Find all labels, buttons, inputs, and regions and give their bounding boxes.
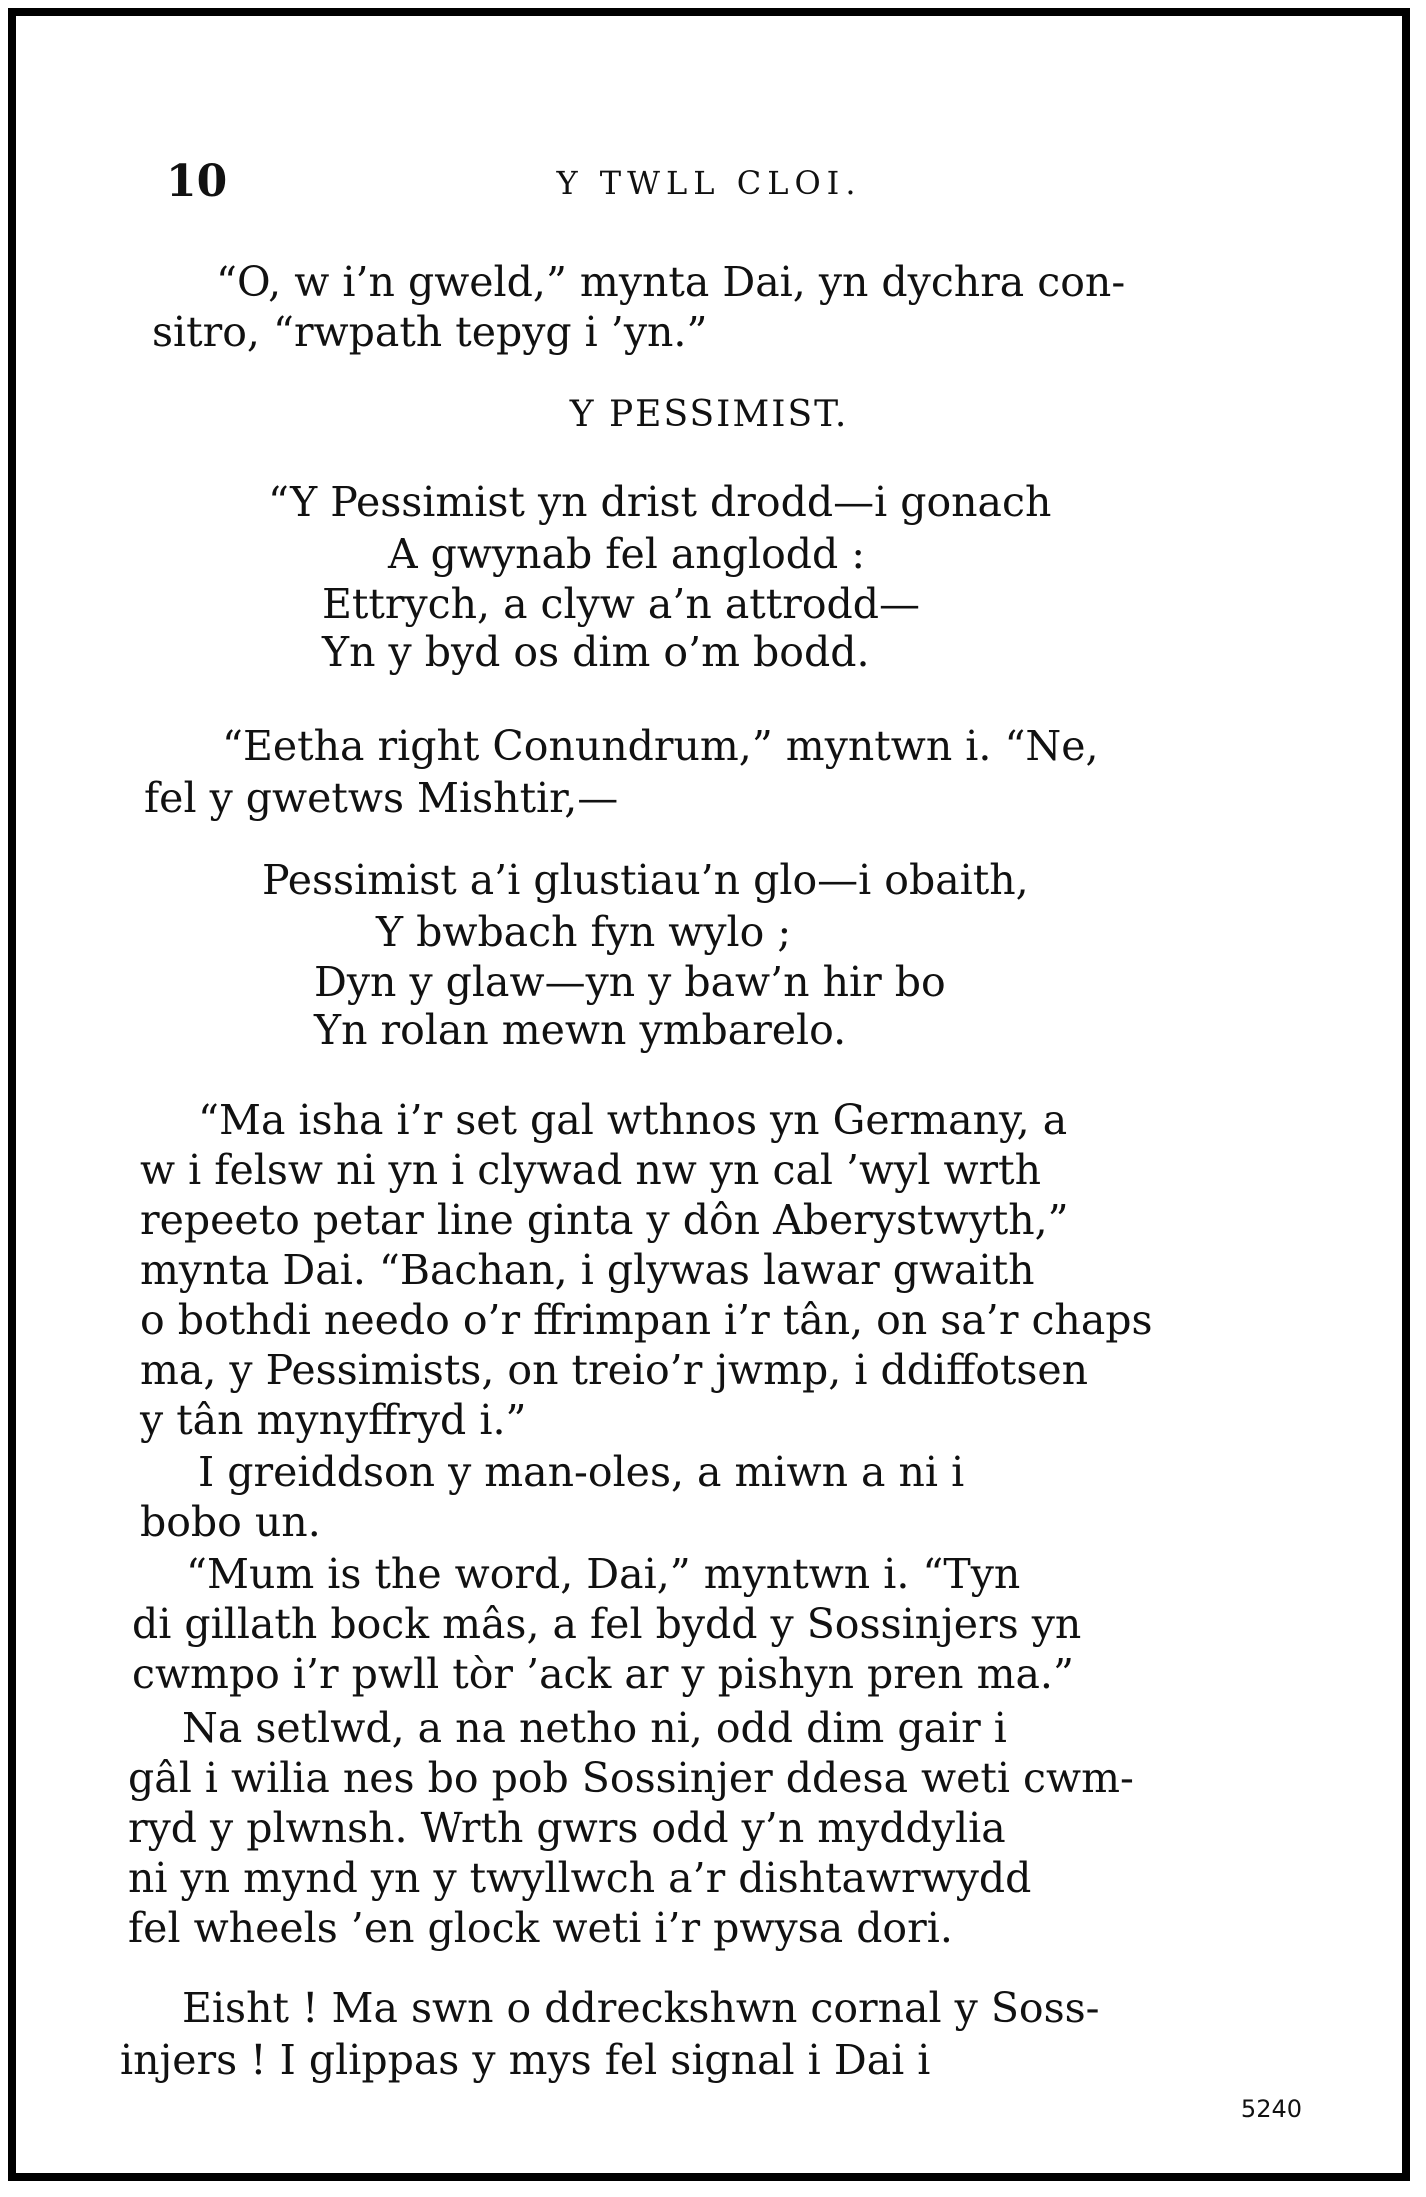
poem1-line: “Y Pessimist yn drist drodd—i gonach (268, 478, 1052, 526)
page-number: 10 (166, 156, 228, 207)
para3-line: w i felsw ni yn i clywad nw yn cal ’wyl wrth (140, 1146, 1042, 1194)
para6-line: fel wheels ’en glock weti i’r pwysa dori. (128, 1904, 953, 1952)
para2-line: “Eetha right Conundrum,” myntwn i. “Ne, (222, 722, 1099, 770)
poem1-line: Yn y byd os dim o’m bodd. (322, 628, 870, 676)
page-frame (8, 8, 1410, 2181)
para4-line: bobo un. (140, 1498, 321, 1546)
para3-line: y tân mynyffryd i.” (140, 1396, 527, 1444)
poem2-line: Pessimist a’i glustiau’n glo—i obaith, (262, 856, 1029, 904)
para4-line: I greiddson y man-oles, a miwn a ni i (198, 1448, 965, 1496)
para1-line: “O, w i’n gweld,” mynta Dai, yn dychra con- (216, 258, 1126, 306)
book-page (16, 16, 1402, 2173)
para6-line: Na setlwd, a na netho ni, odd dim gair i (182, 1704, 1007, 1752)
para1-line: sitro, “rwpath tepyg i ’yn.” (152, 308, 708, 356)
para3-line: “Ma isha i’r set gal wthnos yn Germany, a (198, 1096, 1068, 1144)
para7-line: Eisht ! Ma swn o ddreckshwn cornal y Soss- (182, 1984, 1100, 2032)
para5-line: di gillath bock mâs, a fel bydd y Sossinjers yn (132, 1600, 1082, 1648)
section-heading: Y PESSIMIST. (569, 394, 849, 435)
poem1-line: Ettrych, a clyw a’n attrodd— (322, 580, 921, 628)
para6-line: ryd y plwnsh. Wrth gwrs odd y’n myddylia (128, 1804, 1006, 1852)
para3-line: o bothdi needo o’r ffrimpan i’r tân, on sa’r chaps (140, 1296, 1153, 1344)
running-head (16, 156, 1402, 216)
para6-line: ni yn mynd yn y twyllwch a’r dishtawrwydd (128, 1854, 1032, 1902)
poem2-line: Dyn y glaw—yn y baw’n hir bo (314, 958, 946, 1006)
para5-line: “Mum is the word, Dai,” myntwn i. “Tyn (186, 1550, 1021, 1598)
para2-line: fel y gwetws Mishtir,— (144, 774, 619, 822)
poem2-line: Y bwbach fyn wylo ; (376, 908, 792, 956)
para3-line: ma, y Pessimists, on treio’r jwmp, i ddiffotsen (140, 1346, 1089, 1394)
para7-line: injers ! I glippas y mys fel signal i Dai i (120, 2036, 931, 2084)
plate-id: 5240 (1240, 2095, 1302, 2123)
poem2-line: Yn rolan mewn ymbarelo. (314, 1006, 847, 1054)
para6-line: gâl i wilia nes bo pob Sossinjer ddesa weti cwm- (128, 1754, 1134, 1802)
para5-line: cwmpo i’r pwll tòr ’ack ar y pishyn pren ma.” (132, 1650, 1074, 1698)
para3-line: mynta Dai. “Bachan, i glywas lawar gwaith (140, 1246, 1035, 1294)
para3-line: repeeto petar line ginta y dôn Aberystwyth,” (140, 1196, 1069, 1244)
running-title: Y TWLL CLOI. (556, 164, 862, 202)
poem1-line: A gwynab fel anglodd : (388, 530, 866, 578)
